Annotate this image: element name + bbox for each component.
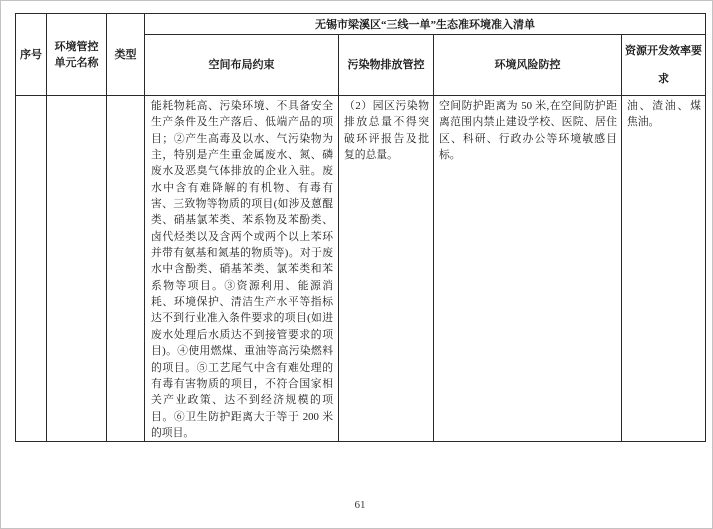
table-title-row: [16, 14, 706, 35]
header-pollutant-control: 污染物排放管控: [339, 35, 434, 96]
header-unit-name: 环境管控单元名称: [47, 14, 107, 96]
access-list-table: [15, 13, 706, 442]
cell-type: [107, 96, 145, 442]
table-span-title: 无锡市梁溪区“三线一单”生态准环境准入清单: [145, 14, 706, 35]
cell-index: [16, 96, 47, 442]
header-type: 类型: [107, 14, 145, 96]
header-index: 序号: [16, 14, 47, 96]
cell-resource-efficiency: 油、渣油、煤焦油。: [622, 96, 706, 442]
header-risk-prevention: 环境风险防控: [434, 35, 622, 96]
cell-risk-prevention: 空间防护距离为 50 米,在空间防护距离范围内禁止建设学校、医院、居住区、科研、行政办公等环境敏感目标。: [434, 96, 622, 442]
cell-pollutant-control: （2）园区污染物排放总量不得突破环评报告及批复的总量。: [339, 96, 434, 442]
header-spatial-constraints: 空间布局约束: [145, 35, 339, 96]
header-resource-efficiency: 资源开发效率要求: [622, 35, 706, 96]
cell-spatial-constraints: 能耗物耗高、污染环境、不具备安全生产条件及生产落后、低端产品的项目；②产生高毒及以水、气污染物为主，特别是产生重金属废水、氮、磷废水及恶臭气体排放的企业入驻。废水中含有难降解的有机物、有毒有害、三致物等物质的项目(如涉及蒽醌类、硝基氯苯类、苯系物及苯酚类、卤代烃类以及含两个或两个以上苯环并带有氨基和氮基的物质等)。对于废水中含酚类、硝基苯类、氯苯类和苯系物等项目。③资源利用、能源消耗、环境保护、清洁生产水平等指标达不到行业准入条件要求的项目(如进废水处理后水质达不到接管要求的项目)。④使用燃煤、重油等高污染燃料的项目。⑤工艺尾气中含有难处理的有毒有害物质的项目，不符合国家相关产业政策、达不到经济规模的项目。⑥卫生防护距离大于等于 200 米的项目。: [145, 96, 339, 442]
table-row: [16, 96, 706, 442]
cell-unit-name: [47, 96, 107, 442]
page-number: 61: [354, 499, 366, 511]
